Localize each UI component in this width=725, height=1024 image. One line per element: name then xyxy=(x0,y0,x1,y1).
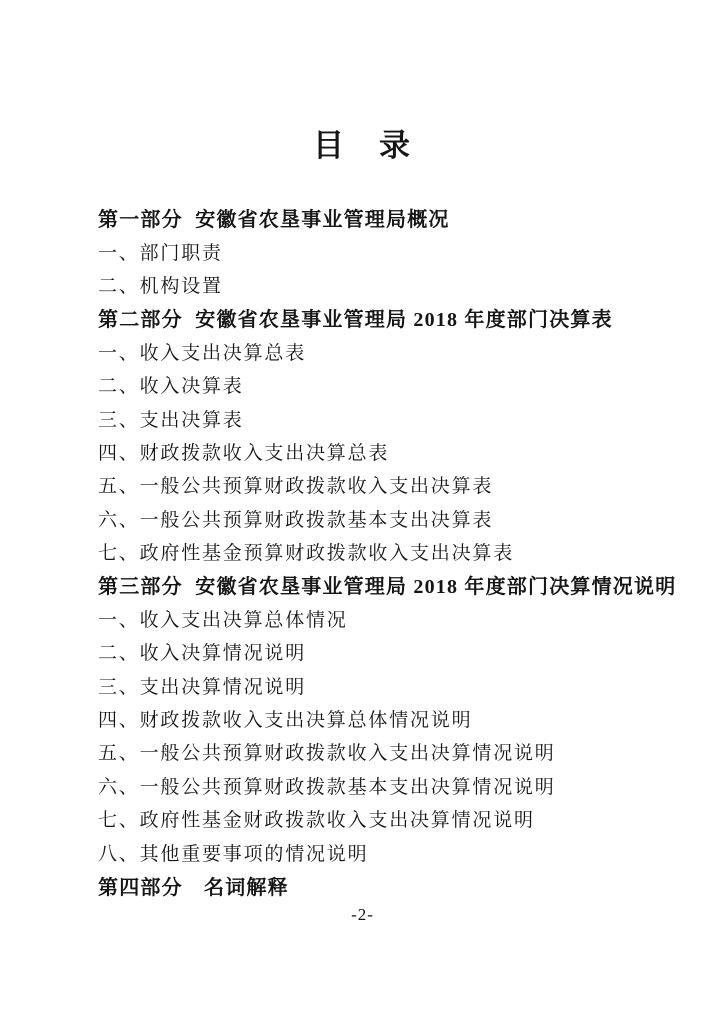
toc-item: 二、收入决算表 xyxy=(98,376,244,398)
toc-item: 七、政府性基金财政拨款收入支出决算情况说明 xyxy=(98,810,535,832)
toc-section-4-heading: 第四部分 名词解释 xyxy=(98,877,289,899)
toc-item: 七、政府性基金预算财政拨款收入支出决算表 xyxy=(98,543,515,565)
toc-section-2-heading: 第二部分 安徽省农垦事业管理局 2018 年度部门决算表 xyxy=(98,309,613,332)
page-number: -2- xyxy=(351,905,374,924)
toc-item: 三、支出决算情况说明 xyxy=(98,676,307,698)
toc-section-3-heading: 第三部分 安徽省农垦事业管理局 2018 年度部门决算情况说明 xyxy=(98,576,677,599)
toc-item: 六、一般公共预算财政拨款基本支出决算表 xyxy=(98,509,494,531)
toc-item: 五、一般公共预算财政拨款收入支出决算表 xyxy=(98,476,494,498)
toc-item: 四、财政拨款收入支出决算总表 xyxy=(98,442,390,464)
toc-section-1-heading: 第一部分 安徽省农垦事业管理局概况 xyxy=(98,209,450,232)
toc-item: 五、一般公共预算财政拨款收入支出决算情况说明 xyxy=(98,743,556,765)
toc-item: 四、财政拨款收入支出决算总体情况说明 xyxy=(98,710,473,732)
toc-item: 一、收入支出决算总体情况 xyxy=(98,609,348,631)
toc-item: 八、其他重要事项的情况说明 xyxy=(98,843,369,865)
toc-item: 一、部门职责 xyxy=(98,242,223,264)
toc-item: 六、一般公共预算财政拨款基本支出决算情况说明 xyxy=(98,776,556,798)
toc-item: 二、机构设置 xyxy=(98,275,223,297)
toc-item: 二、收入决算情况说明 xyxy=(98,643,307,665)
toc-item: 三、支出决算表 xyxy=(98,409,244,431)
page-title: 目 录 xyxy=(313,128,412,163)
toc-item: 一、收入支出决算总表 xyxy=(98,342,307,364)
table-of-contents xyxy=(98,201,685,902)
